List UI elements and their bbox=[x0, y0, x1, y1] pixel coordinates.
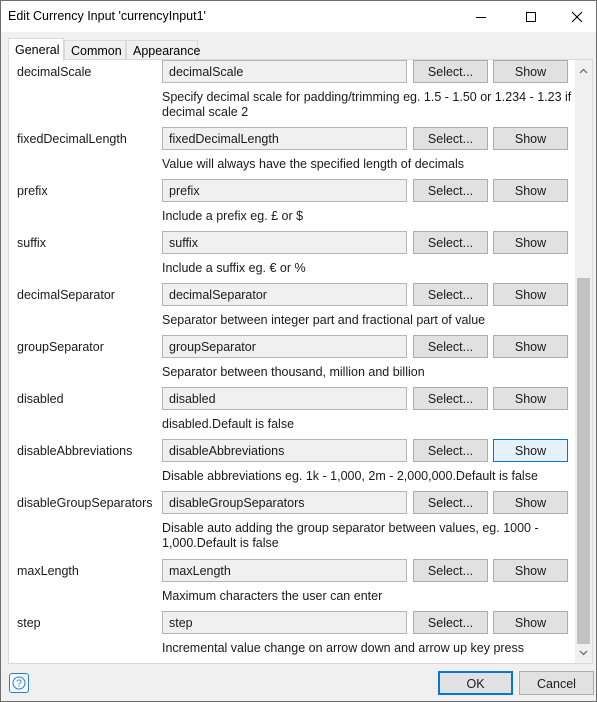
property-label: disableAbbreviations bbox=[17, 444, 133, 458]
property-description: Specify decimal scale for padding/trimming eg. 1.5 - 1.50 or 1.234 - 1.23 if decimal scale 2 bbox=[162, 90, 572, 119]
select-button[interactable]: Select... bbox=[413, 387, 488, 410]
property-value-field[interactable]: step bbox=[162, 611, 407, 634]
minimize-button[interactable] bbox=[458, 1, 504, 32]
property-value-field[interactable]: decimalScale bbox=[162, 60, 407, 83]
select-button[interactable]: Select... bbox=[413, 60, 488, 83]
select-button[interactable]: Select... bbox=[413, 439, 488, 462]
property-description: Maximum characters the user can enter bbox=[162, 589, 383, 603]
property-label: maxLength bbox=[17, 564, 79, 578]
chevron-up-icon bbox=[579, 68, 588, 74]
maximize-icon bbox=[525, 11, 537, 23]
select-button[interactable]: Select... bbox=[413, 127, 488, 150]
show-button[interactable]: Show bbox=[493, 335, 568, 358]
property-label: disableGroupSeparators bbox=[17, 496, 153, 510]
property-description: Include a suffix eg. € or % bbox=[162, 261, 306, 275]
property-description: Separator between thousand, million and billion bbox=[162, 365, 425, 379]
property-label: disabled bbox=[17, 392, 64, 406]
show-button[interactable]: Show bbox=[493, 60, 568, 83]
help-icon bbox=[12, 676, 26, 690]
select-button[interactable]: Select... bbox=[413, 283, 488, 306]
select-button[interactable]: Select... bbox=[413, 491, 488, 514]
property-value-field[interactable]: prefix bbox=[162, 179, 407, 202]
show-button[interactable]: Show bbox=[493, 439, 568, 462]
window-title: Edit Currency Input 'currencyInput1' bbox=[8, 9, 206, 23]
select-button[interactable]: Select... bbox=[413, 559, 488, 582]
tab-appearance[interactable]: Appearance bbox=[126, 40, 198, 60]
property-description: Incremental value change on arrow down and arrow up key press bbox=[162, 641, 525, 655]
property-value-field[interactable]: disableGroupSeparators bbox=[162, 491, 407, 514]
scroll-thumb[interactable] bbox=[577, 278, 590, 644]
show-button[interactable]: Show bbox=[493, 231, 568, 254]
select-button[interactable]: Select... bbox=[413, 231, 488, 254]
show-button[interactable]: Show bbox=[493, 491, 568, 514]
minimize-icon bbox=[475, 11, 487, 23]
property-description: Disable abbreviations eg. 1k - 1,000, 2m - 2,000,000.Default is false bbox=[162, 469, 538, 483]
scroll-up-arrow[interactable] bbox=[575, 62, 592, 79]
property-value-field[interactable]: fixedDecimalLength bbox=[162, 127, 407, 150]
close-icon bbox=[571, 11, 583, 23]
select-button[interactable]: Select... bbox=[413, 611, 488, 634]
property-value-field[interactable]: maxLength bbox=[162, 559, 407, 582]
property-label: groupSeparator bbox=[17, 340, 104, 354]
dialog-footer bbox=[1, 665, 596, 701]
show-button[interactable]: Show bbox=[493, 283, 568, 306]
help-button[interactable] bbox=[9, 673, 29, 693]
close-button[interactable] bbox=[554, 1, 597, 32]
property-description: disabled.Default is false bbox=[162, 417, 295, 431]
property-value-field[interactable]: disableAbbreviations bbox=[162, 439, 407, 462]
property-label: decimalSeparator bbox=[17, 288, 115, 302]
svg-text:?: ? bbox=[16, 678, 22, 690]
show-button[interactable]: Show bbox=[493, 559, 568, 582]
property-label: fixedDecimalLength bbox=[17, 132, 127, 146]
ok-button[interactable]: OK bbox=[438, 671, 513, 695]
general-panel bbox=[8, 59, 593, 664]
property-value-field[interactable]: disabled bbox=[162, 387, 407, 410]
property-description: Separator between integer part and fractional part of value bbox=[162, 313, 486, 327]
select-button[interactable]: Select... bbox=[413, 335, 488, 358]
property-label: suffix bbox=[17, 236, 46, 250]
maximize-button[interactable] bbox=[508, 1, 554, 32]
scroll-down-arrow[interactable] bbox=[575, 644, 592, 661]
title-bar bbox=[1, 1, 596, 32]
properties-list bbox=[9, 60, 575, 663]
property-label: prefix bbox=[17, 184, 48, 198]
property-value-field[interactable]: decimalSeparator bbox=[162, 283, 407, 306]
cancel-button[interactable]: Cancel bbox=[519, 671, 594, 695]
property-value-field[interactable]: groupSeparator bbox=[162, 335, 407, 358]
property-value-field[interactable]: suffix bbox=[162, 231, 407, 254]
property-description: Include a prefix eg. £ or $ bbox=[162, 209, 304, 223]
chevron-down-icon bbox=[579, 650, 588, 656]
tab-common[interactable]: Common bbox=[64, 40, 126, 60]
vertical-scrollbar[interactable] bbox=[575, 60, 592, 663]
show-button[interactable]: Show bbox=[493, 387, 568, 410]
tab-strip bbox=[8, 38, 593, 60]
select-button[interactable]: Select... bbox=[413, 179, 488, 202]
tab-general[interactable]: General bbox=[8, 38, 64, 61]
property-label: step bbox=[17, 616, 41, 630]
property-description: Value will always have the specified length of decimals bbox=[162, 157, 465, 171]
property-label: decimalScale bbox=[17, 65, 92, 79]
show-button[interactable]: Show bbox=[493, 127, 568, 150]
property-description: Disable auto adding the group separator between values, eg. 1000 - 1,000.Default is false bbox=[162, 521, 539, 550]
show-button[interactable]: Show bbox=[493, 611, 568, 634]
show-button[interactable]: Show bbox=[493, 179, 568, 202]
